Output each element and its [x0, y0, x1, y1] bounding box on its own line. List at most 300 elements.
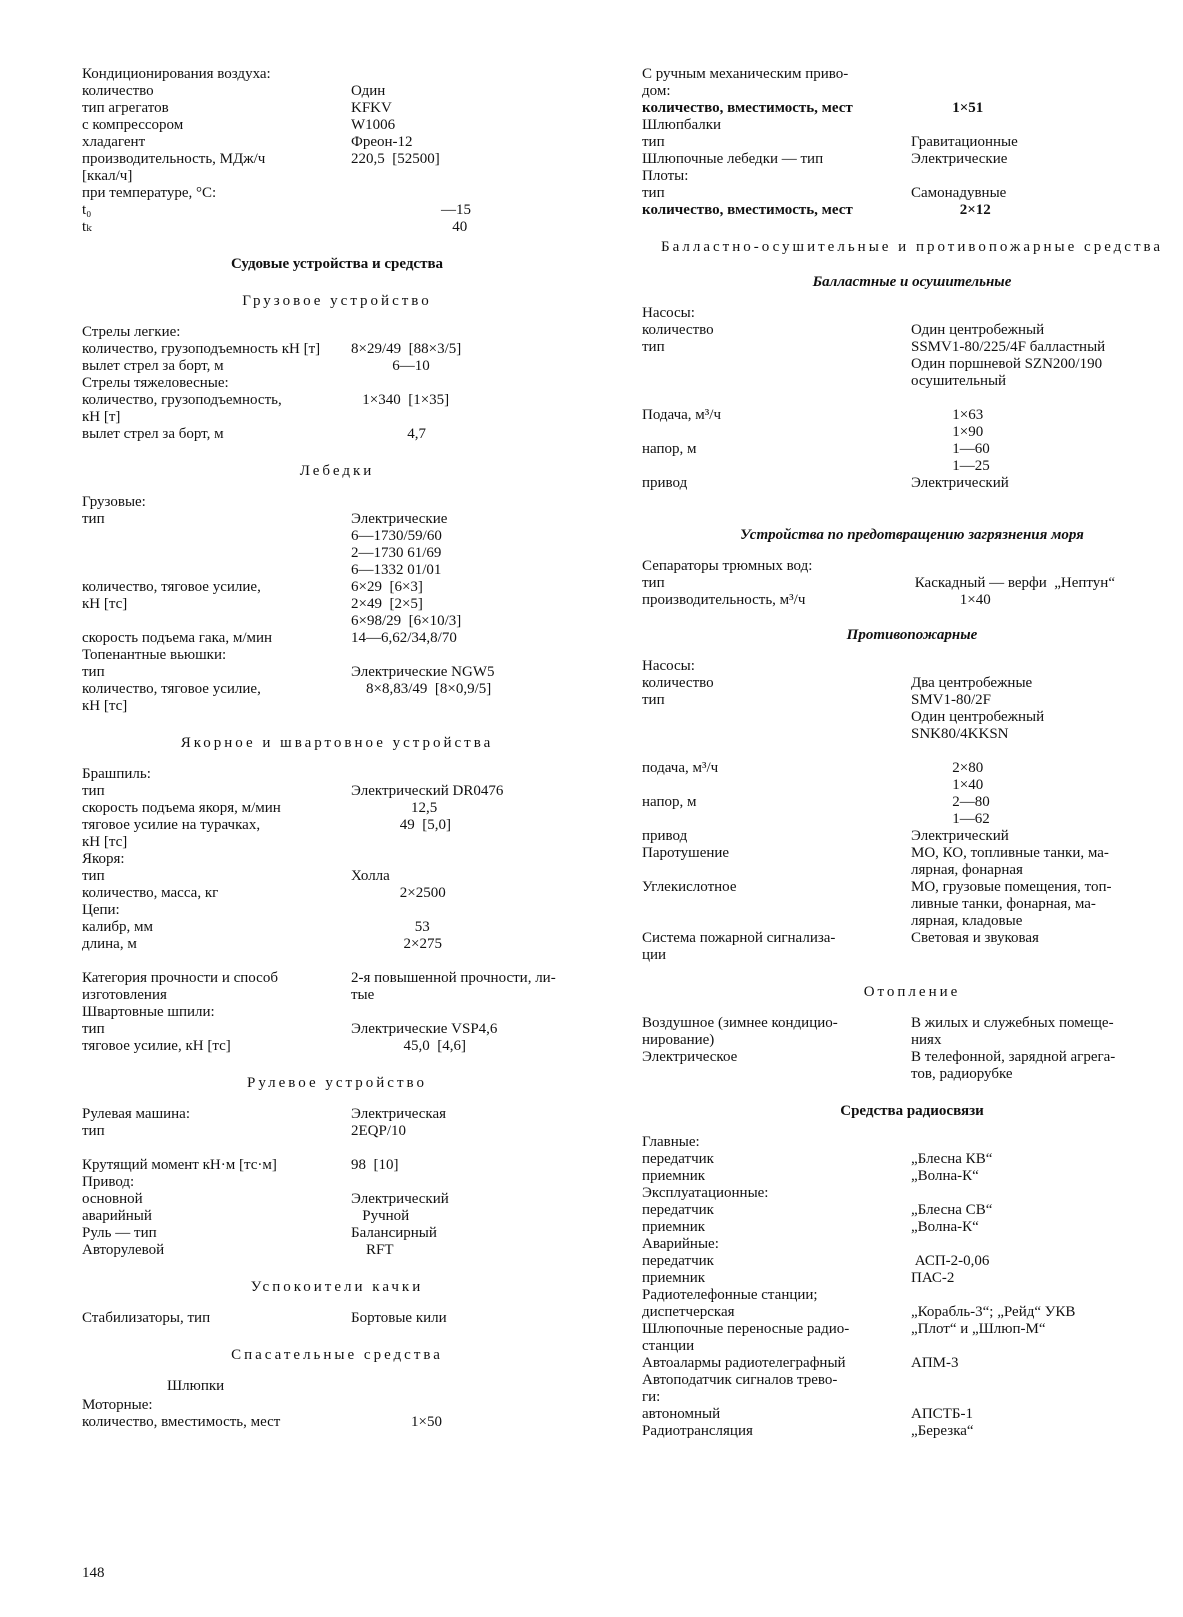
spec-label: кН [тс] [82, 698, 128, 714]
spec-row [642, 1134, 1182, 1151]
spec-value: Электрические [351, 511, 448, 527]
spec-label: Кондиционирования воздуха: [82, 66, 271, 82]
spec-value [911, 168, 1182, 185]
spec-row [642, 1168, 1182, 1185]
spec-row [82, 528, 592, 545]
spec-label: тип [82, 868, 105, 884]
spec-value: 1—25 [911, 458, 990, 474]
spec-row [82, 511, 592, 528]
spec-value: ниях [911, 1032, 942, 1048]
spec-value: Один [351, 83, 386, 99]
spec-value: МО, КО, топливные танки, ма- [911, 845, 1109, 861]
section-heading: Судовые устройства и средства [230, 256, 444, 272]
spec-value: Балансирный [351, 1225, 437, 1241]
spec-value [911, 117, 1182, 134]
spec-label: Привод: [82, 1174, 135, 1190]
spec-row [642, 709, 1182, 726]
spec-label [82, 545, 351, 562]
spec-value: Электрические [911, 151, 1008, 167]
spec-value [351, 851, 592, 868]
spec-value: МО, грузовые помещения, топ- [911, 879, 1112, 895]
spec-row [642, 760, 1182, 777]
spec-label: тип [642, 575, 665, 591]
spec-label: Рулевая машина: [82, 1106, 190, 1122]
spec-row [82, 783, 592, 800]
spec-label: Электрическое [642, 1049, 738, 1065]
spec-row [642, 828, 1182, 845]
spec-value: Электрический [911, 828, 1009, 844]
spec-label: ги: [642, 1389, 661, 1405]
spec-value: Электрические VSP4,6 [351, 1021, 498, 1037]
spec-row [82, 1414, 592, 1431]
spec-row [642, 202, 1182, 219]
spacer [642, 492, 1182, 509]
section-heading: Спасательные средства [231, 1347, 443, 1363]
spec-value [351, 766, 592, 783]
spec-row [82, 902, 592, 919]
spec-value: Самонадувные [911, 185, 1007, 201]
spec-value: 6×29 [6×3] [351, 579, 423, 595]
spec-value [911, 66, 1182, 83]
spec-label: приемник [642, 1270, 706, 1286]
spec-row [642, 592, 1182, 609]
spec-value: 14—6,62/34,8/70 [351, 630, 457, 646]
spec-row [82, 596, 592, 613]
spec-label: Углекислотное [642, 879, 737, 895]
spec-row [82, 936, 592, 953]
spacer [82, 953, 592, 970]
spec-row [82, 987, 592, 1004]
spec-value: тые [351, 987, 375, 1003]
spec-label: Моторные: [82, 1397, 153, 1413]
spec-value [351, 902, 592, 919]
spec-value [911, 1236, 1182, 1253]
spec-value: Один центробежный [911, 709, 1045, 725]
spec-label: количество [642, 675, 714, 691]
spec-value: 1—62 [911, 811, 990, 827]
spec-value: 6—10 [351, 358, 430, 374]
spec-label [642, 1066, 911, 1083]
spec-label [642, 373, 911, 390]
spec-value: 53 [351, 919, 430, 935]
spec-label: Паротушение [642, 845, 730, 861]
spec-value: SSMV1-80/225/4F балластный [911, 339, 1106, 355]
spec-label: Воздушное (зимнее кондицио- [642, 1015, 838, 1031]
spec-row [82, 868, 592, 885]
spec-row [642, 913, 1182, 930]
spec-label: кН [тс] [82, 834, 128, 850]
spec-value: 220,5 [52500] [351, 151, 440, 167]
spec-value: тов, радиорубке [911, 1066, 1013, 1082]
spec-row [82, 426, 592, 443]
spec-label: количество, масса, кг [82, 885, 219, 901]
spec-value: 2-я повышенной прочности, ли- [351, 970, 556, 986]
spec-value: 2—80 [911, 794, 990, 810]
spec-label: tₖ [82, 219, 92, 235]
spec-label: Радиотрансляция [642, 1423, 753, 1439]
spec-label: производительность, м³/ч [642, 592, 806, 608]
spec-row [642, 356, 1182, 373]
spec-row [82, 66, 592, 83]
spec-value [351, 66, 592, 83]
spec-label [642, 424, 911, 441]
spec-value: „Корабль-3“; „Рейд“ УКВ [911, 1304, 1076, 1320]
spec-value: Электрический DR0476 [351, 783, 504, 799]
spec-label: t₀ [82, 202, 92, 218]
spec-label: количество, грузоподъемность, [82, 392, 282, 408]
spec-label: тип [82, 1021, 105, 1037]
spec-label: тип агрегатов [82, 100, 169, 116]
spec-value: 1—60 [911, 441, 990, 457]
spec-value: 6×98/29 [6×10/3] [351, 613, 462, 629]
spec-value: „Блесна КВ“ [911, 1151, 993, 1167]
spec-value: 1×90 [911, 424, 984, 440]
spec-value: АПСТБ-1 [911, 1406, 973, 1422]
spec-label: тип [642, 134, 665, 150]
spec-row [82, 324, 592, 341]
spec-label: передатчик [642, 1151, 714, 1167]
spec-row [642, 675, 1182, 692]
spec-value: Один поршневой SZN200/190 [911, 356, 1103, 372]
spec-label: вылет стрел за борт, м [82, 426, 224, 442]
spec-value: АПМ-3 [911, 1355, 959, 1371]
spec-label: напор, м [642, 441, 697, 457]
spec-row [82, 1242, 592, 1259]
spec-row [642, 879, 1182, 896]
spec-value [351, 1004, 592, 1021]
spec-value: Холла [351, 868, 390, 884]
spec-row [642, 947, 1182, 964]
spec-value [911, 558, 1182, 575]
spec-row [82, 117, 592, 134]
section-heading: Рулевое устройство [246, 1075, 427, 1091]
spec-row [82, 392, 592, 409]
spec-label: [ккал/ч] [82, 168, 133, 184]
spec-value: 2×275 [351, 936, 442, 952]
spec-value: 49 [5,0] [351, 817, 451, 833]
spec-label: Аварийные: [642, 1236, 719, 1252]
spec-value [351, 494, 592, 511]
spec-value [911, 305, 1182, 322]
spec-row [642, 475, 1182, 492]
spec-value: 8×8,83/49 [8×0,9/5] [351, 681, 492, 697]
spec-row [82, 219, 592, 236]
spec-row [82, 1397, 592, 1414]
spec-row [82, 341, 592, 358]
spec-label: тип [82, 511, 105, 527]
spec-value [351, 185, 592, 202]
spec-value: ПАС-2 [911, 1270, 955, 1286]
spec-row [642, 322, 1182, 339]
spec-value: 2—1730 61/69 [351, 545, 442, 561]
spec-label: привод [642, 828, 688, 844]
spec-row [82, 134, 592, 151]
spec-label: с компрессором [82, 117, 184, 133]
spec-label: автономный [642, 1406, 721, 1422]
spec-row [642, 658, 1182, 675]
spec-row [642, 1236, 1182, 1253]
spec-label: Насосы: [642, 305, 695, 321]
spec-label: количество [82, 83, 154, 99]
spec-row [642, 1372, 1182, 1389]
spec-row [82, 562, 592, 579]
spec-label: Плоты: [642, 168, 689, 184]
spec-row [642, 441, 1182, 458]
spec-value: В телефонной, зарядной агрега- [911, 1049, 1116, 1065]
spec-row [642, 168, 1182, 185]
spec-value [911, 83, 1182, 100]
section-heading: Якорное и швартовное устройства [180, 735, 494, 751]
spec-label: количество, вместимость, мест [82, 1414, 281, 1430]
spec-row [82, 766, 592, 783]
spec-value: Два центробежные [911, 675, 1033, 691]
section-heading: Средства радиосвязи [840, 1103, 984, 1119]
spacer [642, 743, 1182, 760]
spec-label: Насосы: [642, 658, 695, 674]
spec-label: Сепараторы трюмных вод: [642, 558, 813, 574]
spec-row [642, 811, 1182, 828]
spec-label: при температуре, °С: [82, 185, 217, 201]
spec-value: Фреон-12 [351, 134, 413, 150]
spec-row [82, 664, 592, 681]
spec-label: количество, тяговое усилие, [82, 681, 261, 697]
spec-value: Электрические NGW5 [351, 664, 495, 680]
section-heading: Лебедки [299, 463, 375, 479]
spec-row [642, 930, 1182, 947]
spec-value: W1006 [351, 117, 396, 133]
spec-value: осушительный [911, 373, 1007, 389]
spec-row [642, 558, 1182, 575]
spec-row [642, 1406, 1182, 1423]
spec-label [82, 562, 351, 579]
spec-row [82, 681, 592, 698]
spec-value [911, 1185, 1182, 1202]
spec-row [82, 970, 592, 987]
spec-label: Якоря: [82, 851, 125, 867]
spec-row [82, 1174, 592, 1191]
spec-label: хладагент [82, 134, 146, 150]
spec-row [642, 407, 1182, 424]
spec-row [82, 630, 592, 647]
spec-label [82, 613, 351, 630]
spec-row [82, 800, 592, 817]
spec-label: кН [тс] [82, 596, 128, 612]
spec-row [642, 458, 1182, 475]
spec-label: скорость подъема гака, м/мин [82, 630, 273, 646]
spec-value: лярная, фонарная [911, 862, 1023, 878]
spec-label: напор, м [642, 794, 697, 810]
spec-row [642, 134, 1182, 151]
spec-row [82, 1310, 592, 1327]
spec-label: Брашпиль: [82, 766, 151, 782]
spec-label: Авторулевой [82, 1242, 165, 1258]
spec-row [642, 1287, 1182, 1304]
spec-row [642, 1270, 1182, 1287]
spec-value: „Волна-К“ [911, 1168, 979, 1184]
spec-value [911, 947, 1182, 964]
spec-row [642, 305, 1182, 322]
spec-row [642, 1219, 1182, 1236]
spec-row [82, 851, 592, 868]
spec-row [642, 1066, 1182, 1083]
spec-label: Стрелы тяжеловесные: [82, 375, 229, 391]
spec-value: 1×63 [911, 407, 984, 423]
spec-value [351, 1174, 592, 1191]
spec-label: изготовления [82, 987, 167, 1003]
spec-value: KFKV [351, 100, 392, 116]
spec-value: Электрическая [351, 1106, 447, 1122]
spec-value: SMV1-80/2F [911, 692, 992, 708]
spec-row [642, 1049, 1182, 1066]
spec-label: количество, вместимость, мест [642, 100, 853, 116]
spec-value [351, 168, 592, 185]
spec-value: 6—1332 01/01 [351, 562, 442, 578]
section-heading: Балластно-осушительные и противопожарные средства [660, 239, 1164, 255]
spec-label: Главные: [642, 1134, 700, 1150]
spec-row [642, 1338, 1182, 1355]
spec-value [911, 658, 1182, 675]
spec-row [642, 896, 1182, 913]
spec-row [82, 579, 592, 596]
spec-label: Система пожарной сигнализа- [642, 930, 836, 946]
spec-row [642, 777, 1182, 794]
spec-label: ции [642, 947, 667, 963]
spec-label: Эксплуатационные: [642, 1185, 769, 1201]
spec-row [642, 117, 1182, 134]
spec-row [82, 1123, 592, 1140]
spec-label: тип [82, 664, 105, 680]
spec-row [642, 1389, 1182, 1406]
spec-row [642, 424, 1182, 441]
spec-row [82, 375, 592, 392]
spec-row [642, 1185, 1182, 1202]
spec-label: дом: [642, 83, 671, 99]
spec-row [82, 83, 592, 100]
left-column [82, 66, 592, 1431]
spec-label: Стабилизаторы, тип [82, 1310, 211, 1326]
spec-value: 1×51 [911, 100, 984, 116]
spec-label [642, 862, 911, 879]
spec-label: станции [642, 1338, 695, 1354]
spec-row [642, 1151, 1182, 1168]
spec-value: 2×49 [2×5] [351, 596, 423, 612]
spec-row [82, 1225, 592, 1242]
spec-value: 2×2500 [351, 885, 446, 901]
page-number: 148 [82, 1565, 105, 1581]
spec-row [82, 1038, 592, 1055]
spec-value: АСП-2-0,06 [911, 1253, 990, 1269]
spec-value [911, 1338, 1182, 1355]
spec-value [911, 1287, 1182, 1304]
spec-row [82, 358, 592, 375]
spec-row [82, 1208, 592, 1225]
spec-value [351, 409, 592, 426]
spec-value: Ручной [351, 1208, 410, 1224]
spec-value [351, 698, 592, 715]
spec-row [642, 339, 1182, 356]
section-heading: Шлюпки [167, 1378, 225, 1394]
spec-value [351, 1397, 592, 1414]
spec-label: тяговое усилие, кН [тс] [82, 1038, 231, 1054]
spec-value: 1×40 [911, 592, 991, 608]
spec-label: Радиотелефонные станции; [642, 1287, 818, 1303]
spec-row [82, 151, 592, 168]
spec-row [642, 1355, 1182, 1372]
spec-row [642, 151, 1182, 168]
spec-value: 1×340 [1×35] [351, 392, 450, 408]
spec-label: количество [642, 322, 714, 338]
spec-value: 2×12 [911, 202, 991, 218]
spec-label: Швартовные шпили: [82, 1004, 215, 1020]
spec-value [351, 324, 592, 341]
spec-value: 8×29/49 [88×3/5] [351, 341, 462, 357]
spec-value [911, 1389, 1182, 1406]
spec-value: „Блесна СВ“ [911, 1202, 993, 1218]
spec-row [82, 613, 592, 630]
spec-label: С ручным механическим приво- [642, 66, 849, 82]
spec-value: „Плот“ и „Шлюп-М“ [911, 1321, 1046, 1337]
spec-value: Электрический [911, 475, 1009, 491]
spec-label: передатчик [642, 1202, 714, 1218]
section-heading: Устройства по предотвращению загрязнения моря [740, 527, 1084, 543]
spec-row [642, 845, 1182, 862]
spec-label: аварийный [82, 1208, 152, 1224]
spec-label [642, 356, 911, 373]
spec-value: 98 [10] [351, 1157, 399, 1173]
spec-value: 2×80 [911, 760, 984, 776]
spec-label: Автоалармы радиотелеграфный [642, 1355, 846, 1371]
spec-row [82, 494, 592, 511]
spec-label: приемник [642, 1219, 706, 1235]
spec-row [642, 185, 1182, 202]
spec-label: Грузовые: [82, 494, 146, 510]
spec-row [82, 919, 592, 936]
spec-row [642, 1202, 1182, 1219]
spec-value: В жилых и служебных помеще- [911, 1015, 1114, 1031]
spec-row [82, 409, 592, 426]
spec-label: Крутящий момент кН·м [тс·м] [82, 1157, 277, 1173]
spec-value: 4,7 [351, 426, 426, 442]
spec-value: Один центробежный [911, 322, 1045, 338]
spec-label: Категория прочности и способ [82, 970, 278, 986]
spec-label [642, 709, 911, 726]
spec-label: длина, м [82, 936, 137, 952]
spec-label: основной [82, 1191, 143, 1207]
spec-value: SNK80/4KKSN [911, 726, 1009, 742]
spec-value [911, 1372, 1182, 1389]
spec-label: Цепи: [82, 902, 120, 918]
spec-label: Топенантные вьюшки: [82, 647, 227, 663]
spec-value: „Березка“ [911, 1423, 974, 1439]
spec-value: Каскадный — верфи „Нептун“ [911, 575, 1115, 591]
spec-row [82, 1106, 592, 1123]
section-heading: Успокоители качки [250, 1279, 424, 1295]
spec-row [82, 185, 592, 202]
spec-label: Шлюпбалки [642, 117, 722, 133]
spec-label: передатчик [642, 1253, 714, 1269]
spec-label: Стрелы легкие: [82, 324, 181, 340]
spec-row [642, 726, 1182, 743]
spec-label: скорость подъема якоря, м/мин [82, 800, 281, 816]
spec-label: Подача, м³/ч [642, 407, 721, 423]
spec-value: 45,0 [4,6] [351, 1038, 466, 1054]
spec-label: Руль — тип [82, 1225, 157, 1241]
spec-label: тип [642, 185, 665, 201]
spec-label: количество, грузоподъемность кН [т] [82, 341, 321, 357]
spec-label: тип [82, 783, 105, 799]
spec-label: Шлюпочные лебедки — тип [642, 151, 824, 167]
spec-value: 1×40 [911, 777, 984, 793]
